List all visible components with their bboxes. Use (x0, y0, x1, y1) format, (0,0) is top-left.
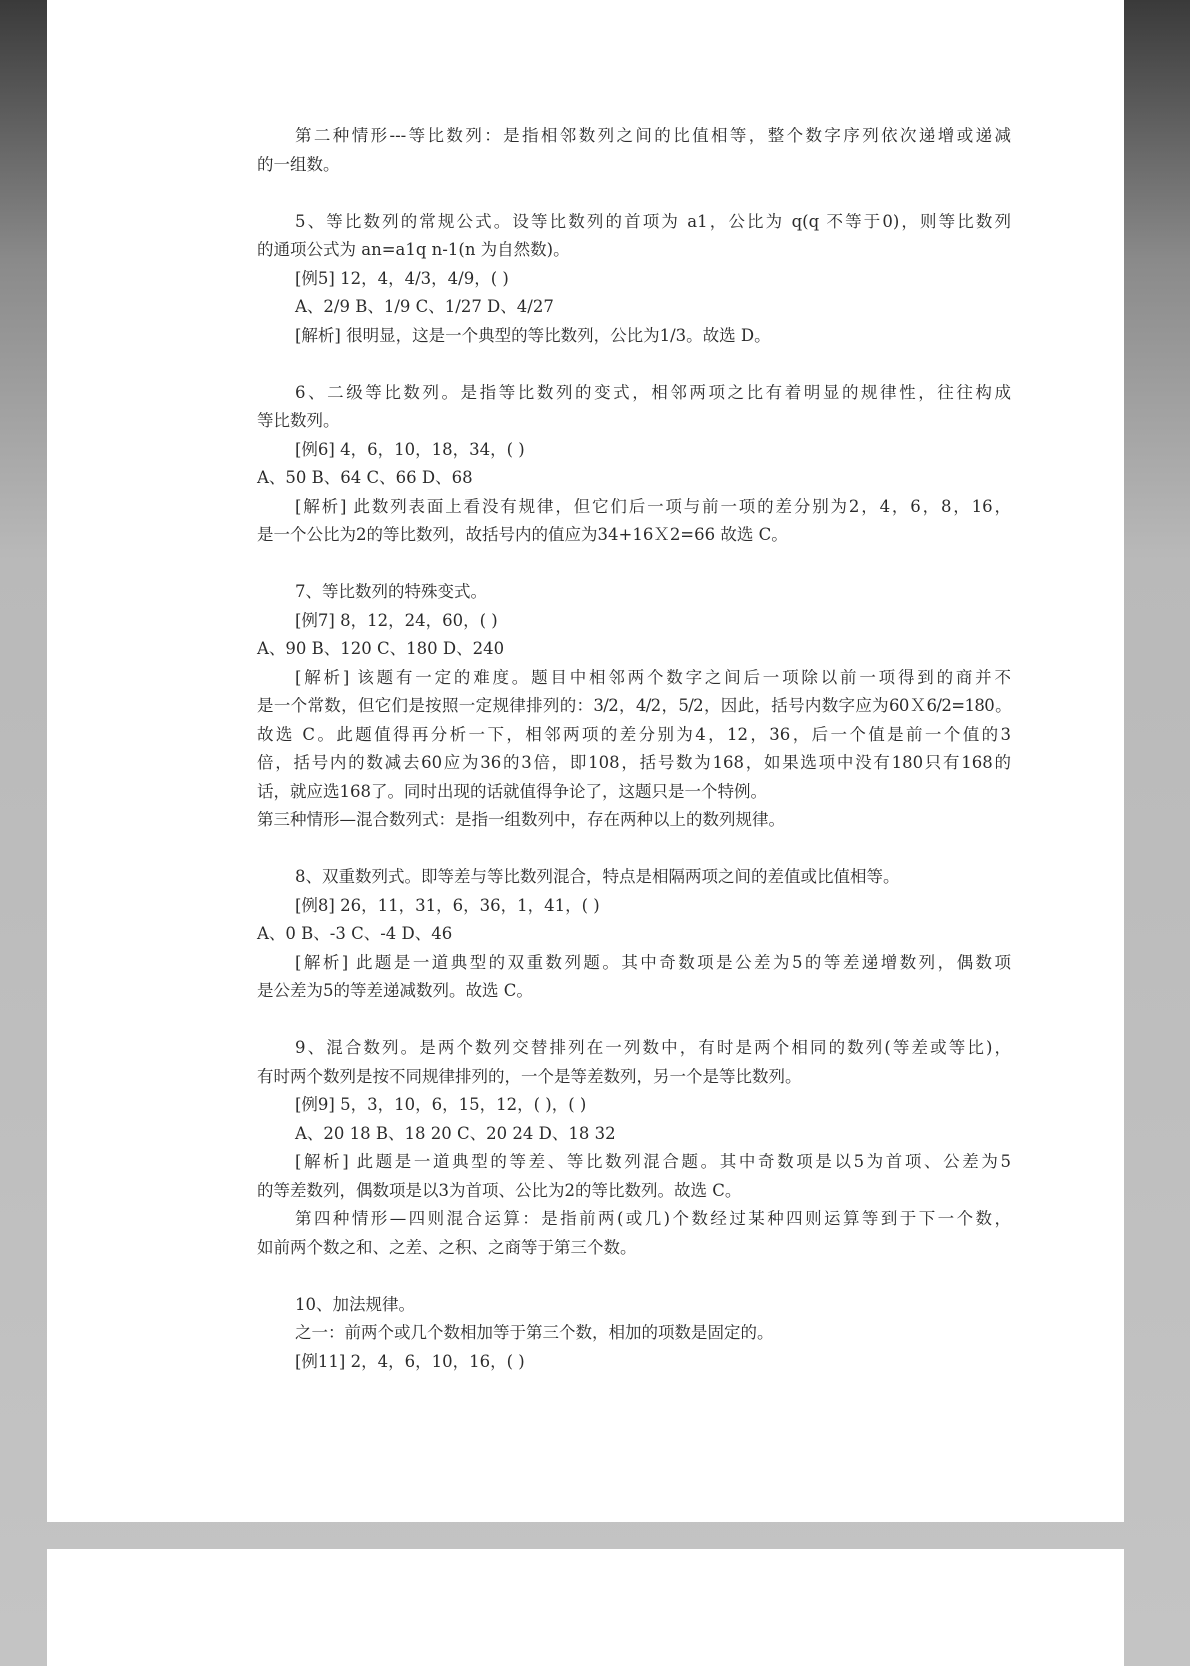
paragraph-line: 7、等比数列的特殊变式。 (295, 582, 487, 601)
paragraph-line: 等比数列。 (257, 411, 340, 430)
paragraph-line: [例8] 26，11，31，6，36，1，41，( ) (295, 895, 600, 915)
paragraph-line: [解析] 此题是一道典型的双重数列题。其中奇数项是公差为5的等差递增数列，偶数项 (295, 952, 1011, 972)
paragraph-line: 的通项公式为 an=a1q n-1(n 为自然数)。 (257, 240, 570, 259)
paragraph-line: 是一个公比为2的等比数列，故括号内的值应为34+16Ｘ2=66 故选 C。 (257, 525, 788, 544)
paragraph-line: 6、二级等比数列。是指等比数列的变式，相邻两项之比有着明显的规律性，往往构成 (295, 382, 1011, 402)
paragraph-line: [解析] 很明显，这是一个典型的等比数列，公比为1/3。故选 D。 (295, 325, 771, 345)
paragraph-line: 故选 C。此题值得再分析一下，相邻两项的差分别为4，12，36，后一个值是前一个值的3 (257, 724, 1011, 744)
paragraph-line: [例9] 5，3，10，6，15，12，( )，( ) (295, 1095, 587, 1114)
paragraph-line: A、2/9 B、1/9 C、1/27 D、4/27 (295, 297, 554, 316)
paragraph-line: [解析] 该题有一定的难度。题目中相邻两个数字之间后一项除以前一项得到的商并不 (295, 667, 1011, 687)
paragraph-line: 10、加法规律。 (295, 1294, 415, 1314)
paragraph-line: A、90 B、120 C、180 D、240 (257, 639, 505, 658)
paragraph-line: [例11] 2，4，6，10，16，( ) (295, 1351, 525, 1371)
paragraph-line: 是公差为5的等差递减数列。故选 C。 (257, 981, 533, 1000)
paragraph-line: [解析] 此题是一道典型的等差、等比数列混合题。其中奇数项是以5为首项、公差为5 (295, 1152, 1011, 1171)
paragraph-line: 倍，括号内的数减去60应为36的3倍，即108，括号数为168，如果选项中没有180只有168的 (257, 753, 1011, 772)
paragraph-line: 的等差数列，偶数项是以3为首项、公比为2的等比数列。故选 C。 (257, 1180, 742, 1200)
document-page-1 (47, 0, 1124, 1522)
paragraph-line: [例7] 8，12，24，60，( ) (295, 610, 498, 630)
paragraph-line: A、0 B、-3 C、-4 D、46 (257, 924, 453, 943)
document-page-2 (47, 1549, 1124, 1666)
paragraph-line: 8、双重数列式。即等差与等比数列混合，特点是相隔两项之间的差值或比值相等。 (295, 867, 900, 886)
paragraph-line: 如前两个数之和、之差、之积、之商等于第三个数。 (257, 1237, 637, 1257)
paragraph-line: 第二种情形---等比数列：是指相邻数列之间的比值相等，整个数字序列依次递增或递减 (295, 126, 1011, 145)
paragraph-line: 第四种情形—四则混合运算：是指前两(或几)个数经过某种四则运算等到于下一个数， (295, 1209, 1011, 1228)
paragraph-line: 有时两个数列是按不同规律排列的，一个是等差数列，另一个是等比数列。 (257, 1066, 802, 1086)
paragraph-line: 之一：前两个或几个数相加等于第三个数，相加的项数是固定的。 (295, 1323, 774, 1342)
paragraph-line: 的一组数。 (257, 154, 340, 174)
paragraph-line: 第三种情形—混合数列式：是指一组数列中，存在两种以上的数列规律。 (257, 810, 785, 829)
paragraph-line: A、20 18 B、18 20 C、20 24 D、18 32 (295, 1123, 616, 1143)
page-text (257, 122, 1011, 1376)
paragraph-line: 是一个常数，但它们是按照一定规律排列的：3/2，4/2，5/2，因此，括号内数字应为60Ｘ6/2=180。 (257, 696, 1011, 715)
paragraph-line: 5、等比数列的常规公式。设等比数列的首项为 a1，公比为 q(q 不等于0)，则等比数列 (295, 211, 1011, 231)
paragraph-line: [例6] 4，6，10，18，34，( ) (295, 439, 525, 459)
paragraph-line: 话，就应选168了。同时出现的话就值得争论了，这题只是一个特例。 (257, 781, 767, 801)
paragraph-line: 9、混合数列。是两个数列交替排列在一列数中，有时是两个相同的数列(等差或等比)， (295, 1038, 1011, 1057)
paragraph-line: A、50 B、64 C、66 D、68 (257, 468, 473, 487)
paragraph-line: [解析] 此数列表面上看没有规律，但它们后一项与前一项的差分别为2，4，6，8，16， (295, 496, 1011, 516)
paragraph-line: [例5] 12，4，4/3，4/9，( ) (295, 268, 509, 288)
